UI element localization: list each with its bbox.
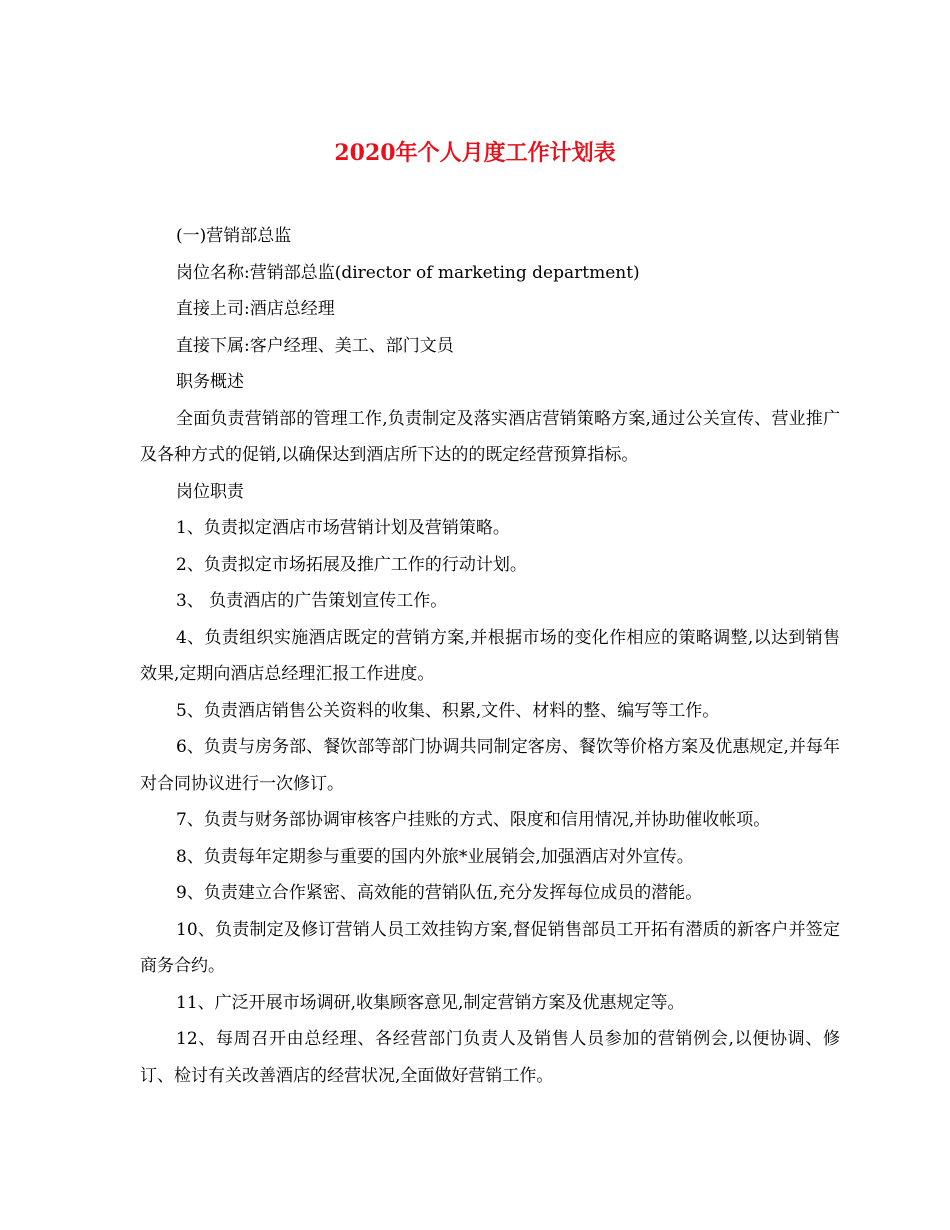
responsibility-item: 6、负责与房务部、餐饮部等部门协调共同制定客房、餐饮等价格方案及优惠规定,并每年对合同协议进行一次修订。 xyxy=(140,737,840,794)
position-name: 岗位名称:营销部总监(director of marketing department) xyxy=(176,262,640,283)
responsibility-item: 9、负责建立合作紧密、高效能的营销队伍,充分发挥每位成员的潜能。 xyxy=(176,883,703,903)
responsibility-item: 2、负责拟定市场拓展及推广工作的行动计划。 xyxy=(176,554,527,575)
responsibility-item: 10、负责制定及修订营销人员工效挂钩方案,督促销售部员工开拓有潜质的新客户并签定商务合约。 xyxy=(140,919,840,976)
responsibilities-heading: 岗位职责 xyxy=(176,481,244,502)
duty-overview-heading: 职务概述 xyxy=(176,372,244,392)
direct-superior: 直接上司:酒店总经理 xyxy=(176,299,335,319)
direct-subordinates: 直接下属:客户经理、美工、部门文员 xyxy=(176,335,454,356)
document-title: 2020年个人月度工作计划表 xyxy=(334,140,616,166)
responsibility-item: 7、负责与财务部协调审核客户挂账的方式、限度和信用情况,并协助催收帐项。 xyxy=(176,810,771,830)
responsibility-item: 1、负责拟定酒店市场营销计划及营销策略。 xyxy=(176,518,510,538)
section-heading: (一)营销部总监 xyxy=(176,226,292,246)
responsibility-item: 5、负责酒店销售公关资料的收集、积累,文件、材料的整、编写等工作。 xyxy=(176,700,720,721)
responsibility-item: 8、负责每年定期参与重要的国内外旅*业展销会,加强酒店对外宣传。 xyxy=(176,846,694,867)
responsibility-item: 4、负责组织实施酒店既定的营销方案,并根据市场的变化作相应的策略调整,以达到销售效果,定期向酒店总经理汇报工作进度。 xyxy=(140,627,840,684)
responsibility-item: 3、 负责酒店的广告策划宣传工作。 xyxy=(176,591,448,611)
responsibility-item: 11、广泛开展市场调研,收集顾客意见,制定营销方案及优惠规定等。 xyxy=(176,992,685,1013)
responsibility-item: 12、每周召开由总经理、各经营部门负责人及销售人员参加的营销例会,以便协调、修订、检讨有关改善酒店的经营状况,全面做好营销工作。 xyxy=(140,1029,840,1086)
document-body xyxy=(140,218,840,1094)
duty-overview-text: 全面负责营销部的管理工作,负责制定及落实酒店营销策略方案,通过公关宣传、营业推广及各种方式的促销,以确保达到酒店所下达的的既定经营预算指标。 xyxy=(140,408,840,465)
